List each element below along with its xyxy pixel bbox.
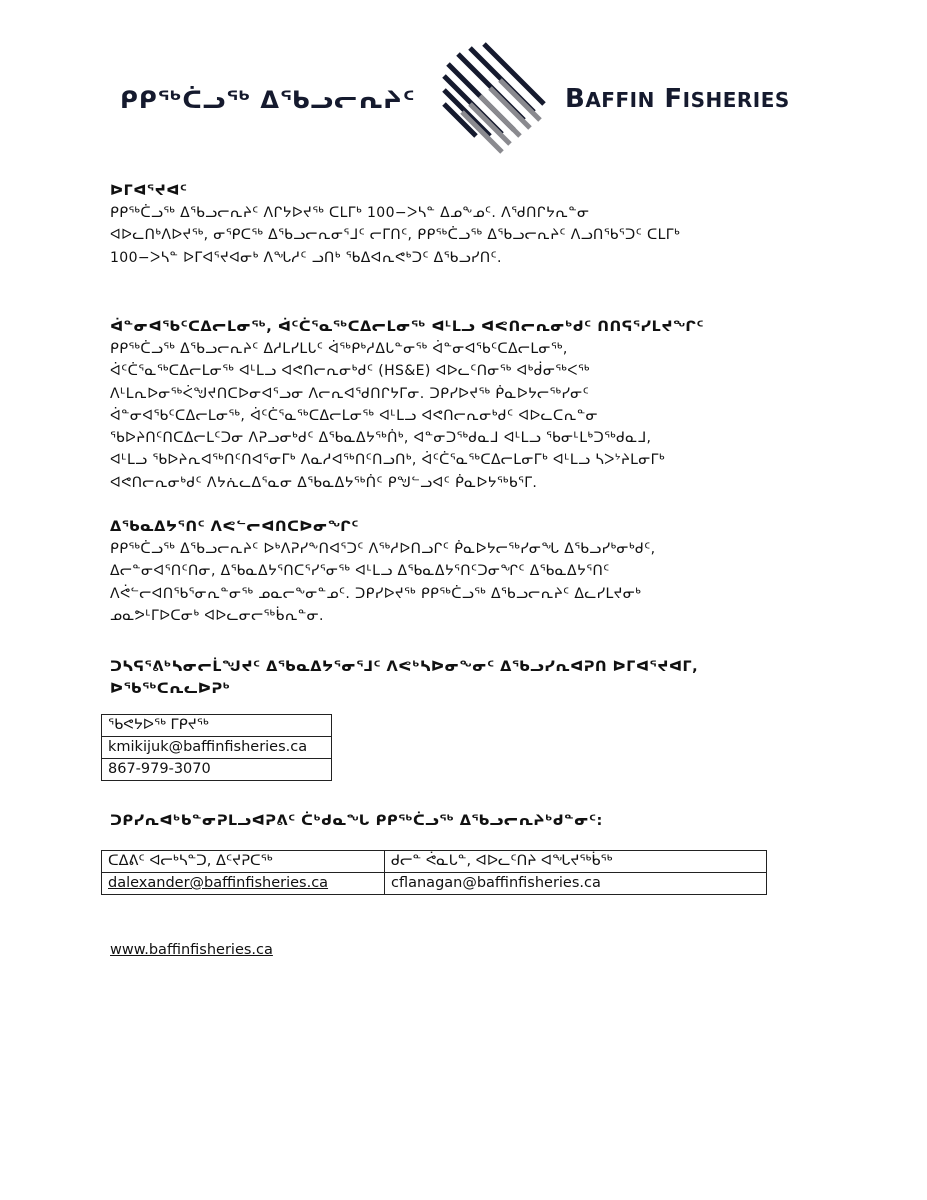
jobs-line: ᓄᓇᕗᒻᒥᐅᑕᓂᒃ ᐊᐅᓚᓂᓕᖅᑳᕆᓐᓂ.	[110, 607, 324, 624]
intro-line: 100−ᐳᓴᓐ ᐅᒥᐊᕐᔪᐊᓂᒃ ᐱᖓᓱᑦ ᓗᑎᒃ ᖃᐃᐊᕆᕙᒃᑐᑦ ᐃᖃᓗᓯᑎᑦ.	[110, 249, 502, 266]
jobs-heading: ᐃᖃᓇᐃᔭᕐᑎᑦ ᐱᕙᓪᓕᐊᑎᑕᐅᓂᖏᑦ	[110, 519, 359, 535]
jobs-section	[110, 516, 830, 627]
safety-line: ᐋᓐᓂᐊᖃᑦᑕᐃᓕᒪᓂᖅ, ᐋᑦᑖᕐᓇᖅᑕᐃᓕᒪᓂᖅ ᐊᒻᒪᓗ ᐊᕙᑎᓕᕆᓂᒃᑯᑦ ᐊᐅᓚᑕᕆᓐᓂ	[110, 407, 598, 424]
email-link-dalexander[interactable]: dalexander@baffinfisheries.ca	[108, 875, 329, 891]
info-intro-line: ᑐᑭᓯᕆᐊᒃᑲᓐᓂᕈᒪᓗᐊᕈᕕᑦ ᑖᒃᑯᓇᖓ ᑭᑭᖅᑖᓗᖅ ᐃᖃᓗᓕᕆᔨᒃᑯᓐᓂᑦ:	[110, 813, 603, 829]
info-contact-name-2: ᑯᓕᓐ ᕚᓇᒐᓐ, ᐊᐅᓚᑦᑎᔨ ᐊᖓᔪᖅᑳᖅ	[385, 851, 767, 873]
intro-section	[110, 180, 830, 269]
jobs-line: ᑭᑭᖅᑖᓗᖅ ᐃᖃᓗᓕᕆᔨᑦ ᐅᒃᐱᕈᓯᖕᑎᐊᕐᑐᑦ ᐱᖅᓱᐅᑎᓗᒋᑦ ᑮᓇᐅᔭᓕᖅᓯᓂᖓ ᐃᖃᓗᓯᒃᓂᒃᑯᑦ,	[110, 541, 656, 557]
safety-line: ᐊᒻᒪᓗ ᖃᐅᔨᕆᐊᖅᑎᑦᑎᐊᕐᓂᒥᒃ ᐱᓇᓱᐊᖅᑎᑦᑎᓗᑎᒃ, ᐋᑦᑖᕐᓇᖅᑕᐃᓕᒪᓂᒥᒃ ᐊᒻᒪᓗ ᓴᐳᔾᔨᒪᓂᒥᒃ	[110, 452, 665, 469]
safety-line: ᐊᕙᑎᓕᕆᓂᒃᑯᑦ ᐱᔭᕇᓚᐃᕐᓇᓂ ᐃᖃᓇᐃᔭᖅᑏᑦ ᑭᖑᓪᓗᐊᑦ ᑮᓇᐅᔭᖅᑲᕐᒥ.	[110, 474, 538, 491]
info-contact-name-1: ᑕᐃᕕᑦ ᐊᓕᒃᓴᓐᑐ, ᐃᑦᔪᕈᑕᖅ	[102, 851, 385, 873]
safety-heading: ᐋᓐᓂᐊᖃᑦᑕᐃᓕᒪᓂᖅ, ᐋᑦᑖᕐᓇᖅᑕᐃᓕᒪᓂᖅ ᐊᒻᒪᓗ ᐊᕙᑎᓕᕆᓂᒃᑯᑦ ᑎᑎᕋᕐᓯᒪᔪᖏᑦ	[110, 319, 705, 335]
info-contact-email-1[interactable]	[102, 873, 385, 895]
contact-table	[101, 714, 332, 781]
contact-intro-line: ᐅᖃᖅᑕᕆᓚᐅᕈᒃ	[110, 681, 231, 697]
baffin-fisheries-wordmark: BAFFIN FISHERIES	[565, 84, 790, 114]
intro-heading: ᐅᒥᐊᕐᔪᐊᑦ	[110, 183, 188, 199]
contact-name: ᖃᕙᔭᐅᖅ ᒥᑭᔪᖅ	[102, 715, 332, 737]
intro-line: ᑭᑭᖅᑖᓗᖅ ᐃᖃᓗᓕᕆᔨᑦ ᐱᒋᔭᐅᔪᖅ ᑕᒪᒥᒃ 100−ᐳᓴᓐ ᐃᓄᖕᓄᑦ. ᐱᖁᑎᒋᔭᕆᓐᓂ	[110, 205, 590, 221]
jobs-line: ᐱᕚᓪᓕᐊᑎᖃᕐᓂᕆᓐᓂᖅ ᓄᓇᓕᖕᓂᓐᓄᑦ. ᑐᑭᓯᐅᔪᖅ ᑭᑭᖅᑖᓗᖅ ᐃᖃᓗᓕᕆᔨᑦ ᐃᓚᓯᒪᔪᓂᒃ	[110, 585, 642, 602]
safety-line: ᐱᒻᒪᕆᐅᓂᖅᐹᖑᔪᑎᑕᐅᓂᐊᕐᓗᓂ ᐱᓕᕆᐊᖁᑎᒋᔭᒥᓂ. ᑐᑭᓯᐅᔪᖅ ᑮᓇᐅᔭᓕᖅᓯᓂᑦ	[110, 385, 590, 402]
safety-line: ᑭᑭᖅᑖᓗᖅ ᐃᖃᓗᓕᕆᔨᑦ ᐃᓱᒪᓯᒪᒐᑦ ᐋᖅᑭᒃᓱᐃᒐᓐᓂᖅ ᐋᓐᓂᐊᖃᑦᑕᐃᓕᒪᓂᖅ,	[110, 341, 568, 357]
company-name-syllabics: ᑭᑭᖅᑖᓗᖅ ᐃᖃᓗᓕᕆᔨᑦ	[120, 86, 416, 114]
website-link[interactable]: www.baffinfisheries.ca	[110, 942, 273, 958]
contact-phone: 867-979-3070	[102, 759, 332, 781]
safety-section	[110, 316, 830, 494]
info-contact-email-2[interactable]: cflanagan@baffinfisheries.ca	[385, 873, 767, 895]
intro-line: ᐊᐅᓚᑎᒃᐱᐅᔪᖅ, ᓂᕿᑕᖅ ᐃᖃᓗᓕᕆᓂᕐᒧᑦ ᓕᒥᑎᑦ, ᑭᑭᖅᑖᓗᖅ ᐃᖃᓗᓕᕆᔨᑦ ᐱᓗᑎᖃᕐᑐᑦ ᑕᒪᒥᒃ	[110, 227, 681, 244]
contact-intro-line: ᑐᓴᕋᕐᕕᒃᓴᓂᓕᒫᖑᔪᑦ ᐃᖃᓇᐃᔭᕐᓂᕐᒧᑦ ᐱᕙᒃᓴᐅᓂᖕᓂᑦ ᐃᖃᓗᓯᕆᐊᕈᑎ ᐅᒥᐊᕐᔪᐊᒥ,	[110, 659, 699, 675]
contact-email[interactable]: kmikijuk@baffinfisheries.ca	[102, 737, 332, 759]
info-intro-section	[110, 810, 830, 832]
info-contacts-table	[101, 850, 767, 895]
safety-line: ᐋᑦᑖᕐᓇᖅᑕᐃᓕᒪᓂᖅ ᐊᒻᒪᓗ ᐊᕙᑎᓕᕆᓂᒃᑯᑦ (HS&E) ᐊᐅᓚᑦᑎᓂᖅ ᐊᒃᑰᓂᖅᐸᖅ	[110, 363, 590, 380]
baffin-fisheries-logo-icon	[440, 40, 552, 158]
jobs-line: ᐃᓕᓐᓂᐊᕐᑎᑦᑎᓂ, ᐃᖃᓇᐃᔭᕐᑎᑕᕐᓯᕐᓂᖅ ᐊᒻᒪᓗ ᐃᖃᓇᐃᔭᕐᑎᑦᑐᓂᖏᑦ ᐃᖃᓇᐃᔭᕐᑎᑦ	[110, 563, 610, 580]
safety-line: ᖃᐅᔨᑎᑦᑎᑕᐃᓕᒪᑦᑐᓂ ᐱᕈᓗᓂᒃᑯᑦ ᐃᖃᓇᐃᔭᖅᑏᒃ, ᐊᓐᓂᑐᖅᑯᓇᒧ ᐊᒻᒪᓗ ᖃᓂᒻᒪᒃᑐᖅᑯᓇᒧ,	[110, 430, 652, 447]
contact-intro-section	[110, 656, 830, 700]
